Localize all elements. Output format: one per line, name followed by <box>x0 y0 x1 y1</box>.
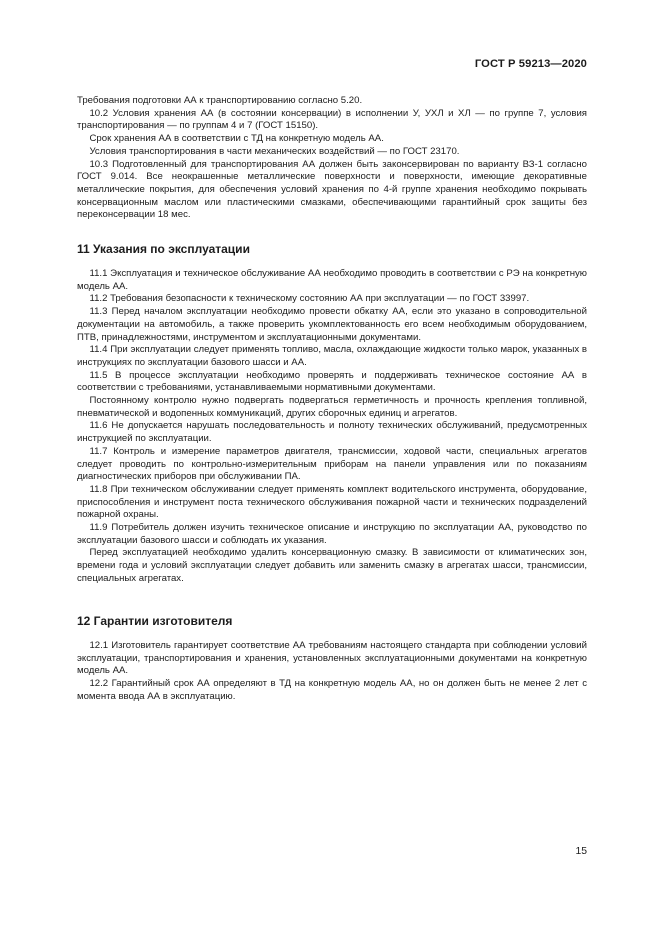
paragraph: 11.7 Контроль и измерение параметров двигателя, трансмиссии, ходовой части, специальных агрегатов следует проводить по контрольно-измерительным приборам на панели управления или по показаниям диагностических приборов при обслуживании ПА. <box>77 445 587 483</box>
section-10-tail <box>77 95 587 222</box>
paragraph: 11.6 Не допускается нарушать последовательность и полноту технических обслуживаний, предусмотренных инструкцией по эксплуатации. <box>77 420 587 445</box>
document-id: ГОСТ Р 59213—2020 <box>474 58 587 70</box>
section-12-heading: 12 Гарантии изготовителя <box>77 614 233 628</box>
page-number: 15 <box>575 846 587 857</box>
paragraph: 11.2 Требования безопасности к техническому состоянию АА при эксплуатации — по ГОСТ 33997. <box>89 293 530 305</box>
paragraph: 11.3 Перед началом эксплуатации необходимо провести обкатку АА, если это указано в сопроводительной документации на автомобиль, а также проверить укомплектованность его всем необходимым оборудованием, ПТВ, принадлежностями, инструментом и эксплуатационными документами. <box>77 306 587 343</box>
paragraph: Требования подготовки АА к транспортированию согласно 5.20. <box>77 95 363 106</box>
paragraph: Постоянному контролю нужно подвергать подвергаться герметичность и прочность крепления топливной, пневматической и водопенных коммуникаций, других сборочных единиц и агрегатов. <box>77 395 587 419</box>
section-11-body <box>77 268 587 586</box>
paragraph: Перед эксплуатацией необходимо удалить консервационную смазку. В зависимости от климатических зон, времени года и условий эксплуатации следует добавить или заменить смазку в агрегатах шасси, трансмиссии, специальных агрегатах. <box>77 547 587 584</box>
paragraph: 11.9 Потребитель должен изучить техническое описание и инструкцию по эксплуатации АА, руководство по эксплуатации базового шасси и соблюдать их указания. <box>77 522 587 546</box>
paragraph: 11.8 При техническом обслуживании следует применять комплект водительского инструмента, оборудование, приспособления и инструмент поста технического обслуживания пожарной части и технических подразделений пожарной охраны. <box>77 483 587 521</box>
section-12-body <box>77 640 587 704</box>
paragraph: 12.2 Гарантийный срок АА определяют в ТД на конкретную модель АА, но он должен быть не менее 2 лет с момента ввода АА в эксплуатацию. <box>77 678 587 702</box>
paragraph: 10.3 Подготовленный для транспортирования АА должен быть законсервирован по варианту ВЗ-1 согласно ГОСТ 9.014. Все неокрашенные металлические поверхности и поверхности, имеющие декоративные металлические покрытия, для обеспечения условий хранения по 4-й группе хранения необходимо покрывать консервационным маслом или пластическими смазками, обеспечивающими гарантийный срок защиты без переконсервации 18 мес. <box>77 158 587 221</box>
paragraph: 11.4 При эксплуатации следует применять топливо, масла, охлаждающие жидкости только марок, указанных в инструкциях по эксплуатации базового шасси и АА. <box>77 344 587 368</box>
paragraph: 10.2 Условия хранения АА (в состоянии консервации) в исполнении У, УХЛ и ХЛ — по группе 7, условия транспортирования — по группам 4 и 7 (ГОСТ 15150). <box>77 107 587 132</box>
section-11-heading: 11 Указания по эксплуатации <box>77 242 250 256</box>
paragraph: Условия транспортирования в части механических воздействий — по ГОСТ 23170. <box>89 145 460 157</box>
paragraph: 11.1 Эксплуатация и техническое обслуживание АА необходимо проводить в соответствии с РЭ на конкретную модель АА. <box>77 268 587 292</box>
paragraph: 12.1 Изготовитель гарантирует соответствие АА требованиям настоящего стандарта при соблюдении условий эксплуатации, транспортирования и хранения, установленных эксплуатационными документами на конкретную модель АА. <box>77 640 587 677</box>
paragraph: 11.5 В процессе эксплуатации необходимо проверять и поддерживать техническое состояние АА в соответствии с требованиями, устанавливаемыми нормативными документами. <box>77 369 587 394</box>
paragraph: Срок хранения АА в соответствии с ТД на конкретную модель АА. <box>89 133 384 145</box>
